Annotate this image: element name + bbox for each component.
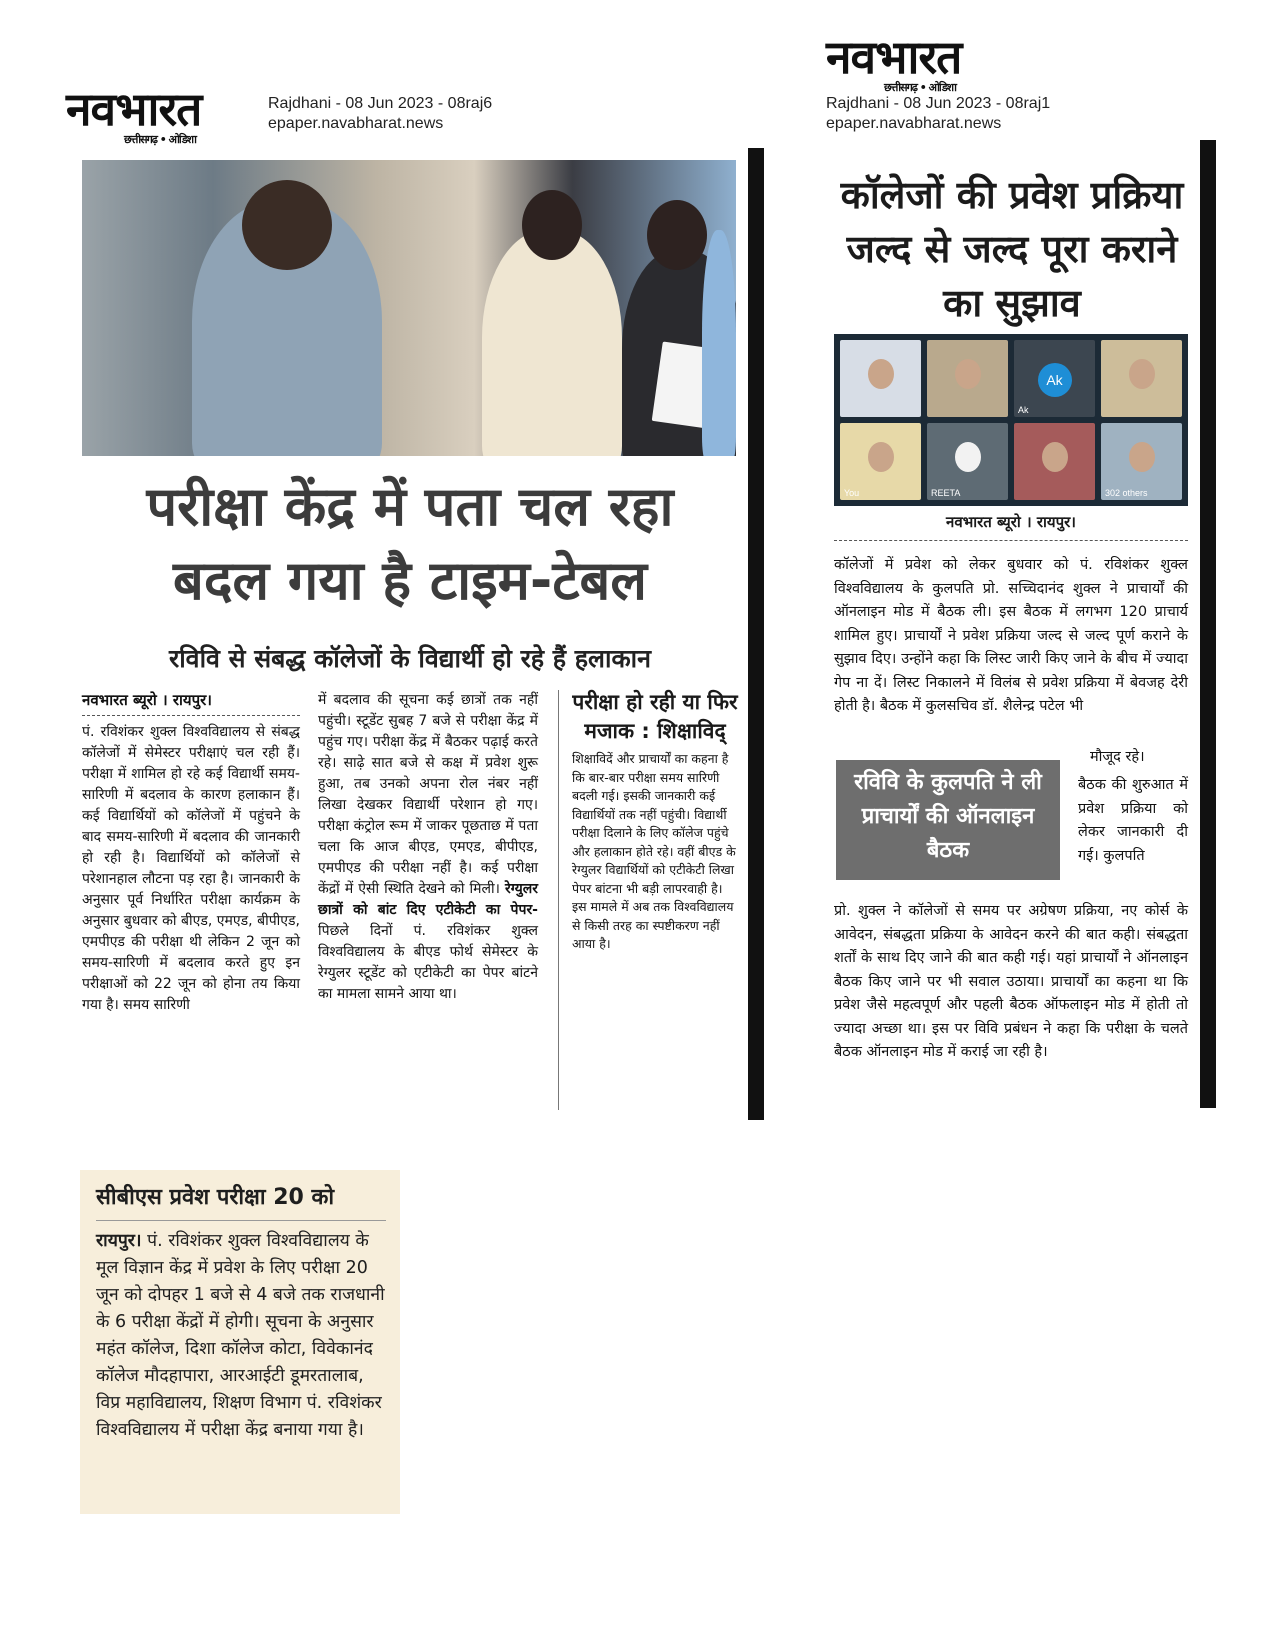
- left-column-divider: [558, 690, 559, 1110]
- clipping-rule: [96, 1220, 386, 1221]
- video-tile: [1014, 340, 1095, 417]
- right-column-bar: [1200, 140, 1216, 1108]
- video-tile: [840, 340, 921, 417]
- left-headline-line1: परीक्षा केंद्र में पता चल रहा: [146, 475, 674, 538]
- video-tile: [1101, 340, 1182, 417]
- right-edition-meta: [826, 94, 1050, 134]
- left-column-bar: [748, 148, 764, 1120]
- right-masthead-logo: [826, 30, 1006, 95]
- left-logo-sub: छत्तीसगढ़ • ओडिशा: [124, 133, 196, 146]
- right-logo-main: नवभारत: [826, 30, 962, 84]
- clipping-text: पं. रविशंकर शुक्ल विश्वविद्यालय के मूल विज्ञान केंद्र में प्रवेश के लिए परीक्षा 20 जून को दोपहर 1 बजे से 4 बजे तक राजधानी के 6 परीक्षा केंद्रों में होगी। सूचना के अनुसार महंत कॉलेज, दिशा कॉलेज कोटा, विवेकानंद कॉलेज मौदहापारा, आरआईटी डूमरतालाब, विप्र महाविद्यालय, शिक्षण विभाग पं. रविशंकर विश्वविद्यालय में परीक्षा केंद्र बनाया गया है।: [96, 1231, 385, 1440]
- left-sidebar: [572, 688, 738, 954]
- video-tile-label: REETA: [931, 488, 961, 498]
- video-tile: [1101, 423, 1182, 500]
- left-byline: नवभारत ब्यूरो । रायपुर।: [82, 690, 300, 716]
- left-col2-text: में बदलाव की सूचना कई छात्रों तक नहीं पहुंची। स्टूडेंट सुबह 7 बजे से परीक्षा केंद्र में पहुंच गए। परीक्षा केंद्र में बैठकर पढ़ाई करते रहे। साढ़े सात बजे से कक्ष में प्रवेश शुरू हुआ, तब उनको अपना रोल नंबर नहीं लिखा देखकर विद्यार्थी परेशान हो गए। परीक्षा कंट्रोल रूम में जाकर पूछताछ में पता चला कि आज बीएड, एमएड, बीपीएड, एमपीएड की परीक्षा नहीं है। कई परीक्षा केंद्रों में ऐसी स्थिति देखने को मिली।: [318, 692, 538, 897]
- left-epaper-url: epaper.navabharat.news: [268, 115, 444, 132]
- video-tile-label: 302 others: [1105, 488, 1148, 498]
- right-para-1-tail: मौजूद रहे।: [1090, 749, 1145, 765]
- right-para-1-text: कॉलेजों में प्रवेश को लेकर बुधवार को पं. रविशंकर शुक्ल विश्वविद्यालय के कुलपति प्रो. सच्चिदानंद शुक्ल ने प्राचार्यों की ऑनलाइन मोड में बैठक ली। इस बैठक में लगभग 120 प्राचार्य शामिल हुए। प्राचार्यों ने प्रवेश प्रक्रिया जल्द से जल्द पूर्ण कराने के सुझाव दिए। उन्होंने कहा कि लिस्ट जारी किए जाने के बीच में ज्यादा गेप ना दें। लिस्ट निकालने में विलंब से प्रवेश प्रक्रिया में बेवजह देरी होती है। बैठक में कुलसचिव डॉ. शैलेन्द्र पटेल भी: [834, 557, 1188, 714]
- right-para-1: [834, 554, 1188, 719]
- right-headline: कॉलेजों की प्रवेश प्रक्रिया जल्द से जल्द पूरा कराने का सुझाव: [840, 173, 1184, 325]
- pull-quote: रविवि के कुलपति ने ली प्राचार्यों की ऑनलाइन बैठक: [836, 760, 1060, 880]
- avatar: Ak: [1038, 363, 1072, 397]
- right-edition-line: Rajdhani - 08 Jun 2023 - 08raj1: [826, 95, 1051, 112]
- right-dashed-divider: [834, 540, 1188, 541]
- right-logo-sub: छत्तीसगढ़ • ओडिशा: [884, 81, 956, 94]
- clipping-title: सीबीएस प्रवेश परीक्षा 20 को: [96, 1185, 335, 1210]
- right-para-2: प्रो. शुक्ल ने कॉलेजों से समय पर अग्रेषण प्रक्रिया, नए कोर्स के आवेदन, संबद्धता प्रक्रिया के आवेदन करने की बात कही। संबद्धता शर्तों के साथ दिए जाने की बात कही गई। यहां प्राचार्यों ने ऑनलाइन बैठक किए जाने पर भी सवाल उठाया। प्राचार्यों का कहना था कि प्रवेश जैसे महत्वपूर्ण और पहली बैठक ऑफलाइन मोड में होती तो ज्यादा अच्छा था। इस पर विवि प्रबंधन ने कहा कि परीक्षा के चलते बैठक ऑनलाइन मोड में कराई जा रही है।: [834, 903, 1188, 1060]
- clipping-lead: रायपुर।: [96, 1231, 142, 1251]
- video-tile: [840, 423, 921, 500]
- video-call-grid: [834, 334, 1188, 506]
- left-headline-line2: बदल गया है टाइम-टेबल: [173, 549, 647, 612]
- left-col2-subhead: रेग्युलर छात्रों को बांट दिए एटीकेटी का पेपर-: [318, 881, 538, 918]
- video-tile-label: Ak: [1018, 405, 1029, 415]
- left-column-2: [318, 690, 538, 1005]
- left-sidebar-text: शिक्षाविदें और प्राचार्यों का कहना है कि बार-बार परीक्षा समय सारिणी बदली गई। इसकी जानकारी कई विद्यार्थियों तक नहीं पहुंची। विद्यार्थी परीक्षा दिलाने के लिए कॉलेज पहुंचे और हलाकान होते रहे। वहीं बीएड के रेग्युलर विद्यार्थियों को एटीकेटी लिखा पेपर बांटना भी बड़ी लापरवाही है। इस मामले में अब तक विश्वविद्यालय से किसी तरह का स्पष्टीकरण नहीं आया है।: [572, 751, 736, 951]
- right-epaper-url: epaper.navabharat.news: [826, 115, 1002, 132]
- video-tile: [927, 423, 1008, 500]
- left-col2-text-2: पिछले दिनों पं. रविशंकर शुक्ल विश्वविद्यालय के बीएड फोर्थ सेमेस्टर के रेग्युलर स्टूडेंट को एटीकेटी का पेपर बांटने का मामला सामने आया था।: [318, 923, 538, 1002]
- students-photo: [82, 160, 736, 456]
- left-edition-line: Rajdhani - 08 Jun 2023 - 08raj6: [268, 95, 493, 112]
- news-clipping: [80, 1170, 400, 1514]
- right-side-text: बैठक की शुरुआत में प्रवेश प्रक्रिया को लेकर जानकारी दी गई। कुलपति: [1078, 777, 1188, 864]
- left-column-1: [82, 690, 300, 1016]
- left-subheadline: रविवि से संबद्ध कॉलेजों के विद्यार्थी हो रहे हैं हलाकान: [168, 644, 652, 673]
- left-logo-main: नवभारत: [66, 82, 202, 136]
- left-col1-text: पं. रविशंकर शुक्ल विश्वविद्यालय से संबद्ध कॉलेजों में सेमेस्टर परीक्षाएं चल रही हैं। परीक्षा में शामिल हो रहे कई विद्यार्थी समय-सारिणी में बदलाव के कारण हलाकान हैं। कई विद्यार्थियों को कॉलेजों में पहुंचने के बाद समय-सारिणी में बदलाव की जानकारी हो रही है। विद्यार्थियों को कॉलेजों से परेशानहाल लौटना पड़ रहा है। जानकारी के अनुसार पूर्व निर्धारित परीक्षा कार्यक्रम के अनुसार बुधवार को बीएड, एमएड, बीपीएड, एमपीएड की परीक्षा थी लेकिन 2 जून को समय-सारिणी में बदलाव करते हुए इन परीक्षाओं को 22 जून को होना तय किया गया है। समय सारिणी: [82, 724, 300, 1013]
- video-tile: [927, 340, 1008, 417]
- left-sidebar-head: परीक्षा हो रही या फिर मजाक : शिक्षाविद्: [572, 690, 738, 743]
- video-tile-label: You: [844, 488, 860, 498]
- left-headline: [70, 470, 750, 618]
- left-edition-meta: [268, 94, 492, 134]
- video-tile: [1014, 423, 1095, 500]
- left-masthead-logo: [66, 82, 246, 147]
- clipping-body: [96, 1228, 386, 1444]
- right-byline: नवभारत ब्यूरो । रायपुर।: [946, 513, 1076, 531]
